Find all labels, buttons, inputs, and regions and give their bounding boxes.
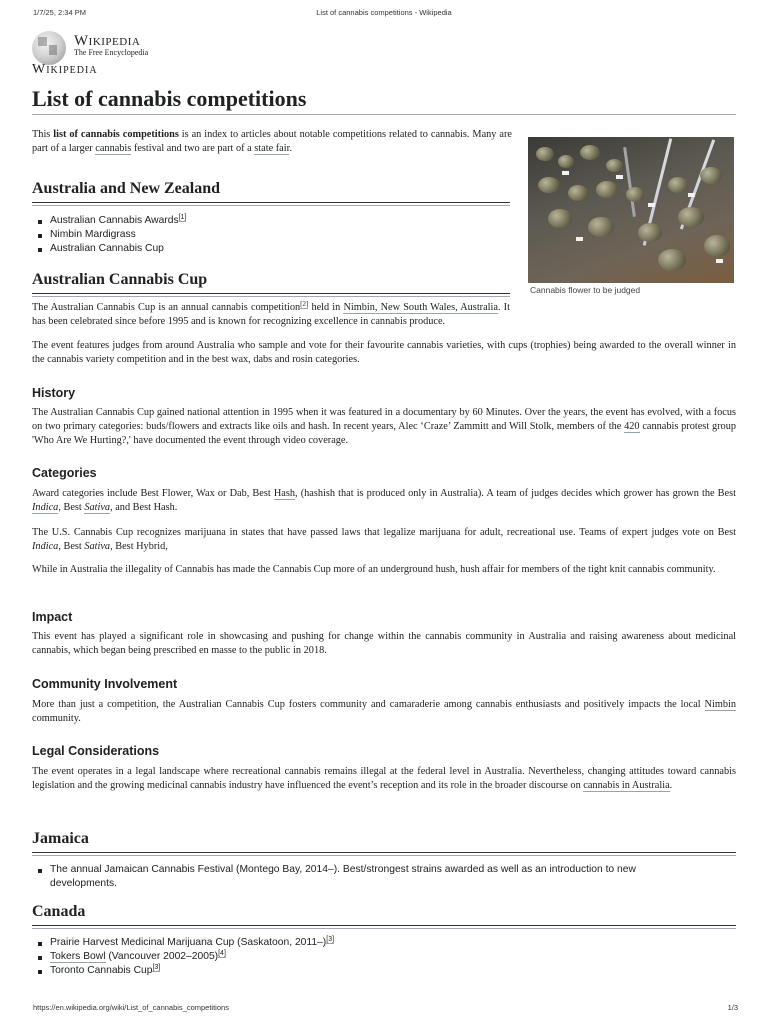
- categories-text: , Best: [58, 541, 85, 552]
- list-item-text: Australian Cannabis Cup: [50, 243, 164, 254]
- heading-history: History: [32, 386, 76, 400]
- print-url: https://en.wikipedia.org/wiki/List_of_cannabis_competitions: [33, 1003, 229, 1012]
- categories-paragraph-1: [32, 487, 736, 515]
- categories-italic: Sativa: [84, 541, 111, 552]
- light-beam: [623, 147, 636, 217]
- legal-text: .: [669, 780, 673, 791]
- bud: [548, 209, 572, 228]
- categories-italic: Indica: [32, 541, 59, 552]
- list-item-text: (Vancouver 2002–2005): [105, 951, 219, 962]
- heading-canada: Canada: [32, 903, 86, 920]
- cup-paragraph-1: [32, 301, 510, 329]
- link-420[interactable]: 420: [624, 421, 640, 432]
- section-divider: [32, 205, 510, 206]
- list-item: [36, 964, 334, 978]
- categories-paragraph-3: While in Australia the illegality of Cannabis has made the Cannabis Cup more of an underground hush, hush affair for members of the tight knit cannabis community.: [32, 564, 716, 575]
- page-title: List of cannabis competitions: [32, 86, 307, 111]
- bud: [596, 181, 618, 198]
- list-item-text: Australian Cannabis Awards: [50, 215, 179, 226]
- citation-link[interactable]: [1]: [178, 213, 187, 221]
- intro-bold-term: list of cannabis competitions: [53, 129, 179, 140]
- section-divider: [32, 296, 510, 297]
- bud: [668, 177, 688, 193]
- link-tokers-bowl[interactable]: Tokers Bowl: [50, 951, 106, 962]
- figure-caption: Cannabis flower to be judged: [530, 285, 641, 295]
- categories-text: , and Best Hash.: [110, 502, 178, 513]
- jamaica-list: [36, 863, 696, 891]
- entry-label: [648, 203, 655, 207]
- heading-legal-considerations: Legal Considerations: [32, 744, 160, 758]
- legal-text: The event operates in a legal landscape where recreational cannabis remains illegal at the federal level in Australia. Nevertheless, changing attitudes toward cannabis legislation and the growing medicinal cannabis industry have influenced the event’s reception and its role in the broader discourse on: [32, 766, 736, 791]
- citation-link[interactable]: [2]: [300, 299, 309, 308]
- link-hash[interactable]: Hash: [273, 488, 296, 499]
- list-item-text: Toronto Cannabis Cup: [50, 965, 153, 976]
- section-divider: [32, 925, 736, 926]
- list-item: [36, 936, 334, 950]
- link-cannabis[interactable]: cannabis: [95, 143, 132, 154]
- print-datetime: 1/7/25, 2:34 PM: [33, 8, 86, 17]
- bud: [638, 223, 662, 242]
- categories-text: The U.S. Cannabis Cup recognizes marijuana in states that have passed laws that legalize marijuana for adult, recreational use. Teams of expert judges vote on Best: [32, 527, 736, 538]
- heading-impact: Impact: [32, 610, 73, 624]
- entry-label: [562, 171, 569, 175]
- link-cannabis-in-australia[interactable]: cannabis in Australia: [583, 780, 670, 791]
- link-indica[interactable]: Indica: [32, 502, 59, 513]
- list-item: [36, 950, 334, 964]
- link-sativa[interactable]: Sativa: [84, 502, 111, 513]
- cup-text: . It has been celebrated since before 1995 and is known for recognizing excellence in cannabis produce.: [32, 302, 510, 327]
- community-paragraph: [32, 698, 736, 726]
- section-divider: [32, 202, 510, 203]
- bud: [536, 147, 554, 161]
- logo-tagline: The Free Encyclopedia: [74, 48, 149, 57]
- entry-label: [576, 237, 583, 241]
- impact-paragraph: This event has played a significant role in showcasing and pushing for change within the cannabis community in Australia and raising awareness about medicinal cannabis, which began being prescribed en masse to the public in 2018.: [32, 631, 736, 656]
- anz-list: [36, 214, 186, 256]
- link-nimbin-nsw[interactable]: Nimbin, New South Wales, Australia: [343, 302, 498, 313]
- history-text: cannabis protest group 'Who Are We Hurting?,' have documented the event through video coverage.: [32, 421, 736, 446]
- heading-australia-new-zealand: Australia and New Zealand: [32, 180, 221, 197]
- wikipedia-logo[interactable]: [32, 29, 232, 79]
- print-title: List of cannabis competitions - Wikipedia: [316, 8, 452, 17]
- bud: [558, 155, 574, 168]
- heading-community-involvement: Community Involvement: [32, 677, 178, 691]
- canada-list: [36, 936, 334, 978]
- entry-label: [716, 259, 723, 263]
- intro-paragraph: [32, 128, 512, 156]
- citation-link[interactable]: [4]: [218, 949, 226, 957]
- list-item: [36, 242, 186, 256]
- heading-jamaica: Jamaica: [32, 830, 89, 847]
- intro-text: This: [32, 129, 54, 140]
- list-item: [36, 228, 186, 242]
- cannabis-flower-photo[interactable]: [528, 137, 734, 283]
- intro-text: festival and two are part of a: [131, 143, 255, 154]
- logo-wordmark-secondary: Wikipedia: [32, 62, 98, 77]
- bud: [704, 235, 730, 257]
- list-item: [36, 863, 696, 891]
- title-divider: [32, 114, 736, 115]
- bud: [700, 167, 722, 184]
- cup-text: The Australian Cannabis Cup is an annual cannabis competition: [32, 302, 301, 313]
- entry-label: [688, 193, 695, 197]
- section-divider: [32, 852, 736, 853]
- entry-label: [616, 175, 623, 179]
- categories-text: , (hashish that is produced only in Australia). A team of judges decides which grower has grown the Best: [295, 488, 736, 499]
- history-paragraph: [32, 406, 736, 448]
- categories-text: Award categories include Best Flower, Wax or Dab, Best: [32, 488, 274, 499]
- bud: [568, 185, 588, 201]
- cup-paragraph-2: The event features judges from around Australia who sample and vote for their favourite cannabis varieties, with cups (trophies) being awarded to the overall winner in the cannabis variety competition and in the best wax, dabs and rosin categories.: [32, 340, 736, 365]
- community-text: community.: [32, 713, 81, 724]
- heading-australian-cannabis-cup: Australian Cannabis Cup: [32, 271, 208, 288]
- bud: [580, 145, 600, 160]
- categories-paragraph-2: [32, 526, 736, 554]
- print-page-number: 1/3: [727, 1003, 738, 1012]
- list-item-text: The annual Jamaican Cannabis Festival (Montego Bay, 2014–). Best/strongest strains awarded as well as an introduction to new developments.: [50, 864, 636, 889]
- logo-wordmark: Wikipedia: [74, 33, 141, 49]
- list-item-text: Nimbin Mardigrass: [50, 229, 136, 240]
- categories-text: , Best Hybrid,: [110, 541, 168, 552]
- section-divider: [32, 855, 736, 856]
- bud: [678, 207, 704, 227]
- bud: [606, 159, 623, 172]
- community-text: More than just a competition, the Australian Cannabis Cup fosters community and camaraderie among cannabis enthusiasts and positively impacts the local: [32, 699, 705, 710]
- bud: [538, 177, 560, 193]
- bud: [626, 187, 644, 202]
- history-text: The Australian Cannabis Cup gained national attention in 1995 when it was featured in a documentary by 60 Minutes. Over the years, the event has evolved, with a focus on two primary categories: buds/flowers and extracts like oils and hash. In recent years, Alec ‘Craze’ Zammitt and Will Stolk, members of the: [32, 407, 736, 432]
- link-nimbin[interactable]: Nimbin: [704, 699, 736, 710]
- intro-text: .: [289, 143, 293, 154]
- bud: [658, 249, 686, 271]
- wikipedia-globe-icon: [32, 31, 66, 65]
- list-item: [36, 214, 186, 228]
- list-item-text: Prairie Harvest Medicinal Marijuana Cup (Saskatoon, 2011–): [50, 937, 327, 948]
- intro-text: is an index to articles about notable competitions related to cannabis. Many are part of a larger: [32, 129, 512, 154]
- heading-categories: Categories: [32, 466, 97, 480]
- categories-text: , Best: [58, 502, 85, 513]
- legal-paragraph: [32, 765, 736, 793]
- section-divider: [32, 928, 736, 929]
- link-state-fair[interactable]: state fair: [254, 143, 290, 154]
- citation-link[interactable]: [3]: [326, 935, 335, 943]
- bud: [588, 217, 614, 237]
- section-divider: [32, 293, 510, 294]
- cup-text: held in: [308, 302, 344, 313]
- citation-link[interactable]: [3]: [152, 963, 161, 971]
